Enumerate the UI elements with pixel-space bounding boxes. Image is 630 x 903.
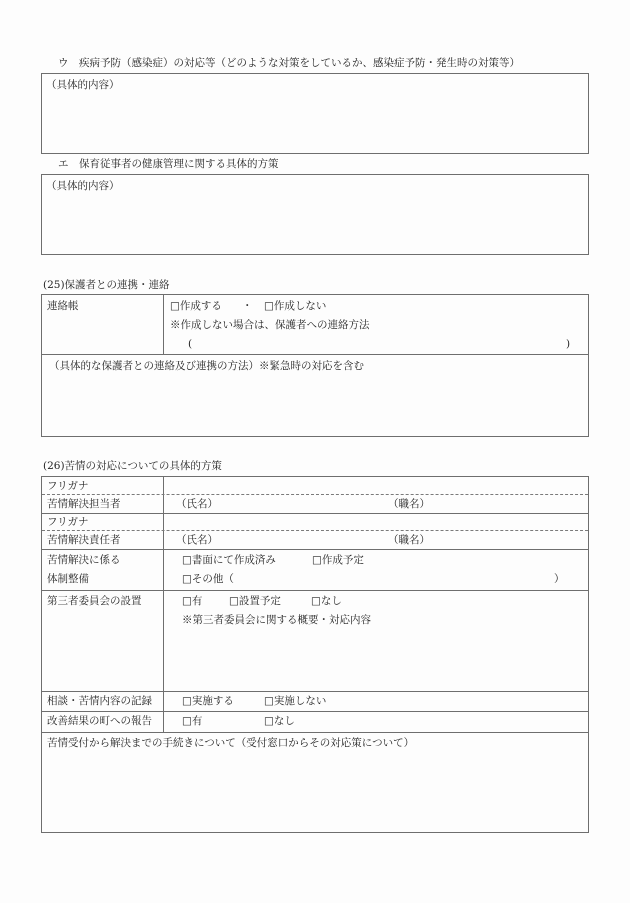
person-in-charge-label: 苦情解決担当者: [47, 498, 121, 510]
section-25-table: [41, 294, 589, 437]
system-written-checkbox[interactable]: □書面にて作成済み: [182, 554, 276, 566]
person-in-charge-name-label: （氏名）: [176, 498, 218, 510]
dashed-divider-2: [42, 530, 588, 531]
section-25-row-divider: [42, 354, 588, 355]
paren-close: ): [566, 338, 571, 350]
system-paren-close: ）: [554, 573, 565, 585]
system-planned-checkbox[interactable]: □作成予定: [312, 554, 364, 566]
row-divider-6: [42, 732, 588, 733]
furigana-label-2: フリガナ: [47, 516, 89, 528]
row-divider-4: [42, 691, 588, 692]
system-label-line1: 苦情解決に係る: [47, 554, 121, 566]
section-26-table: [41, 476, 589, 833]
furigana-input-2[interactable]: [166, 514, 586, 529]
parent-contact-details-label: （具体的な保護者との連絡及び連携の方法）※緊急時の対応を含む: [49, 360, 364, 372]
section-25-heading: (25)保護者との連携・連絡: [43, 279, 170, 291]
committee-none-checkbox[interactable]: □なし: [311, 595, 342, 607]
committee-note: ※第三者委員会に関する概要・対応内容: [182, 614, 371, 626]
parent-contact-details-input[interactable]: [44, 375, 586, 433]
report-no-checkbox[interactable]: □なし: [264, 715, 295, 727]
report-yes-checkbox[interactable]: □有: [182, 715, 203, 727]
section-e-box-label: （具体的内容）: [46, 180, 120, 192]
system-other-checkbox[interactable]: □その他（: [182, 573, 234, 585]
section-26-heading: (26)苦情の対応についての具体的方策: [43, 460, 222, 472]
section-e-textbox[interactable]: [41, 174, 589, 255]
report-label: 改善結果の町への報告: [47, 715, 152, 727]
furigana-input-1[interactable]: [166, 478, 586, 493]
responsible-person-label: 苦情解決責任者: [47, 534, 121, 546]
contact-method-input[interactable]: [197, 335, 562, 351]
section-u-heading: ウ 疾病予防（感染症）の対応等（どのような対策をしているか、感染症予防・発生時の対策等）: [58, 57, 520, 69]
record-yes-checkbox[interactable]: □実施する: [182, 695, 234, 707]
section-26-col-divider: [163, 477, 164, 732]
procedure-input[interactable]: [44, 753, 586, 829]
procedure-label: 苦情受付から解決までの手続きについて（受付窓口からその対応策について）: [47, 737, 415, 749]
furigana-label-1: フリガナ: [47, 480, 89, 492]
row-divider-2: [42, 549, 588, 550]
option-separator: ・: [242, 300, 253, 312]
responsible-person-title-label: （職名）: [388, 534, 430, 546]
record-no-checkbox[interactable]: □実施しない: [264, 695, 327, 707]
record-label: 相談・苦情内容の記録: [47, 695, 152, 707]
system-label-line2: 体制整備: [47, 573, 89, 585]
row-divider-5: [42, 711, 588, 712]
committee-planned-checkbox[interactable]: □設置予定: [229, 595, 281, 607]
option-create-checkbox[interactable]: □作成する: [170, 300, 222, 312]
section-25-col-divider: [163, 295, 164, 354]
responsible-person-name-label: （氏名）: [176, 534, 218, 546]
committee-details-input[interactable]: [166, 629, 586, 689]
section-e-heading: エ 保育従事者の健康管理に関する具体的方策: [58, 158, 279, 170]
paren-open: (: [188, 338, 193, 350]
section-u-box-label: （具体的内容）: [46, 79, 120, 91]
committee-yes-checkbox[interactable]: □有: [182, 595, 203, 607]
section-u-textbox[interactable]: [41, 73, 589, 154]
person-in-charge-title-label: （職名）: [388, 498, 430, 510]
contact-book-label: 連絡帳: [47, 300, 79, 312]
system-other-input[interactable]: [247, 570, 552, 586]
committee-label: 第三者委員会の設置: [47, 595, 142, 607]
dashed-divider-1: [42, 494, 588, 495]
option-not-create-checkbox[interactable]: □作成しない: [264, 300, 327, 312]
contact-method-note: ※作成しない場合は、保護者への連絡方法: [170, 319, 370, 331]
row-divider-3: [42, 590, 588, 591]
